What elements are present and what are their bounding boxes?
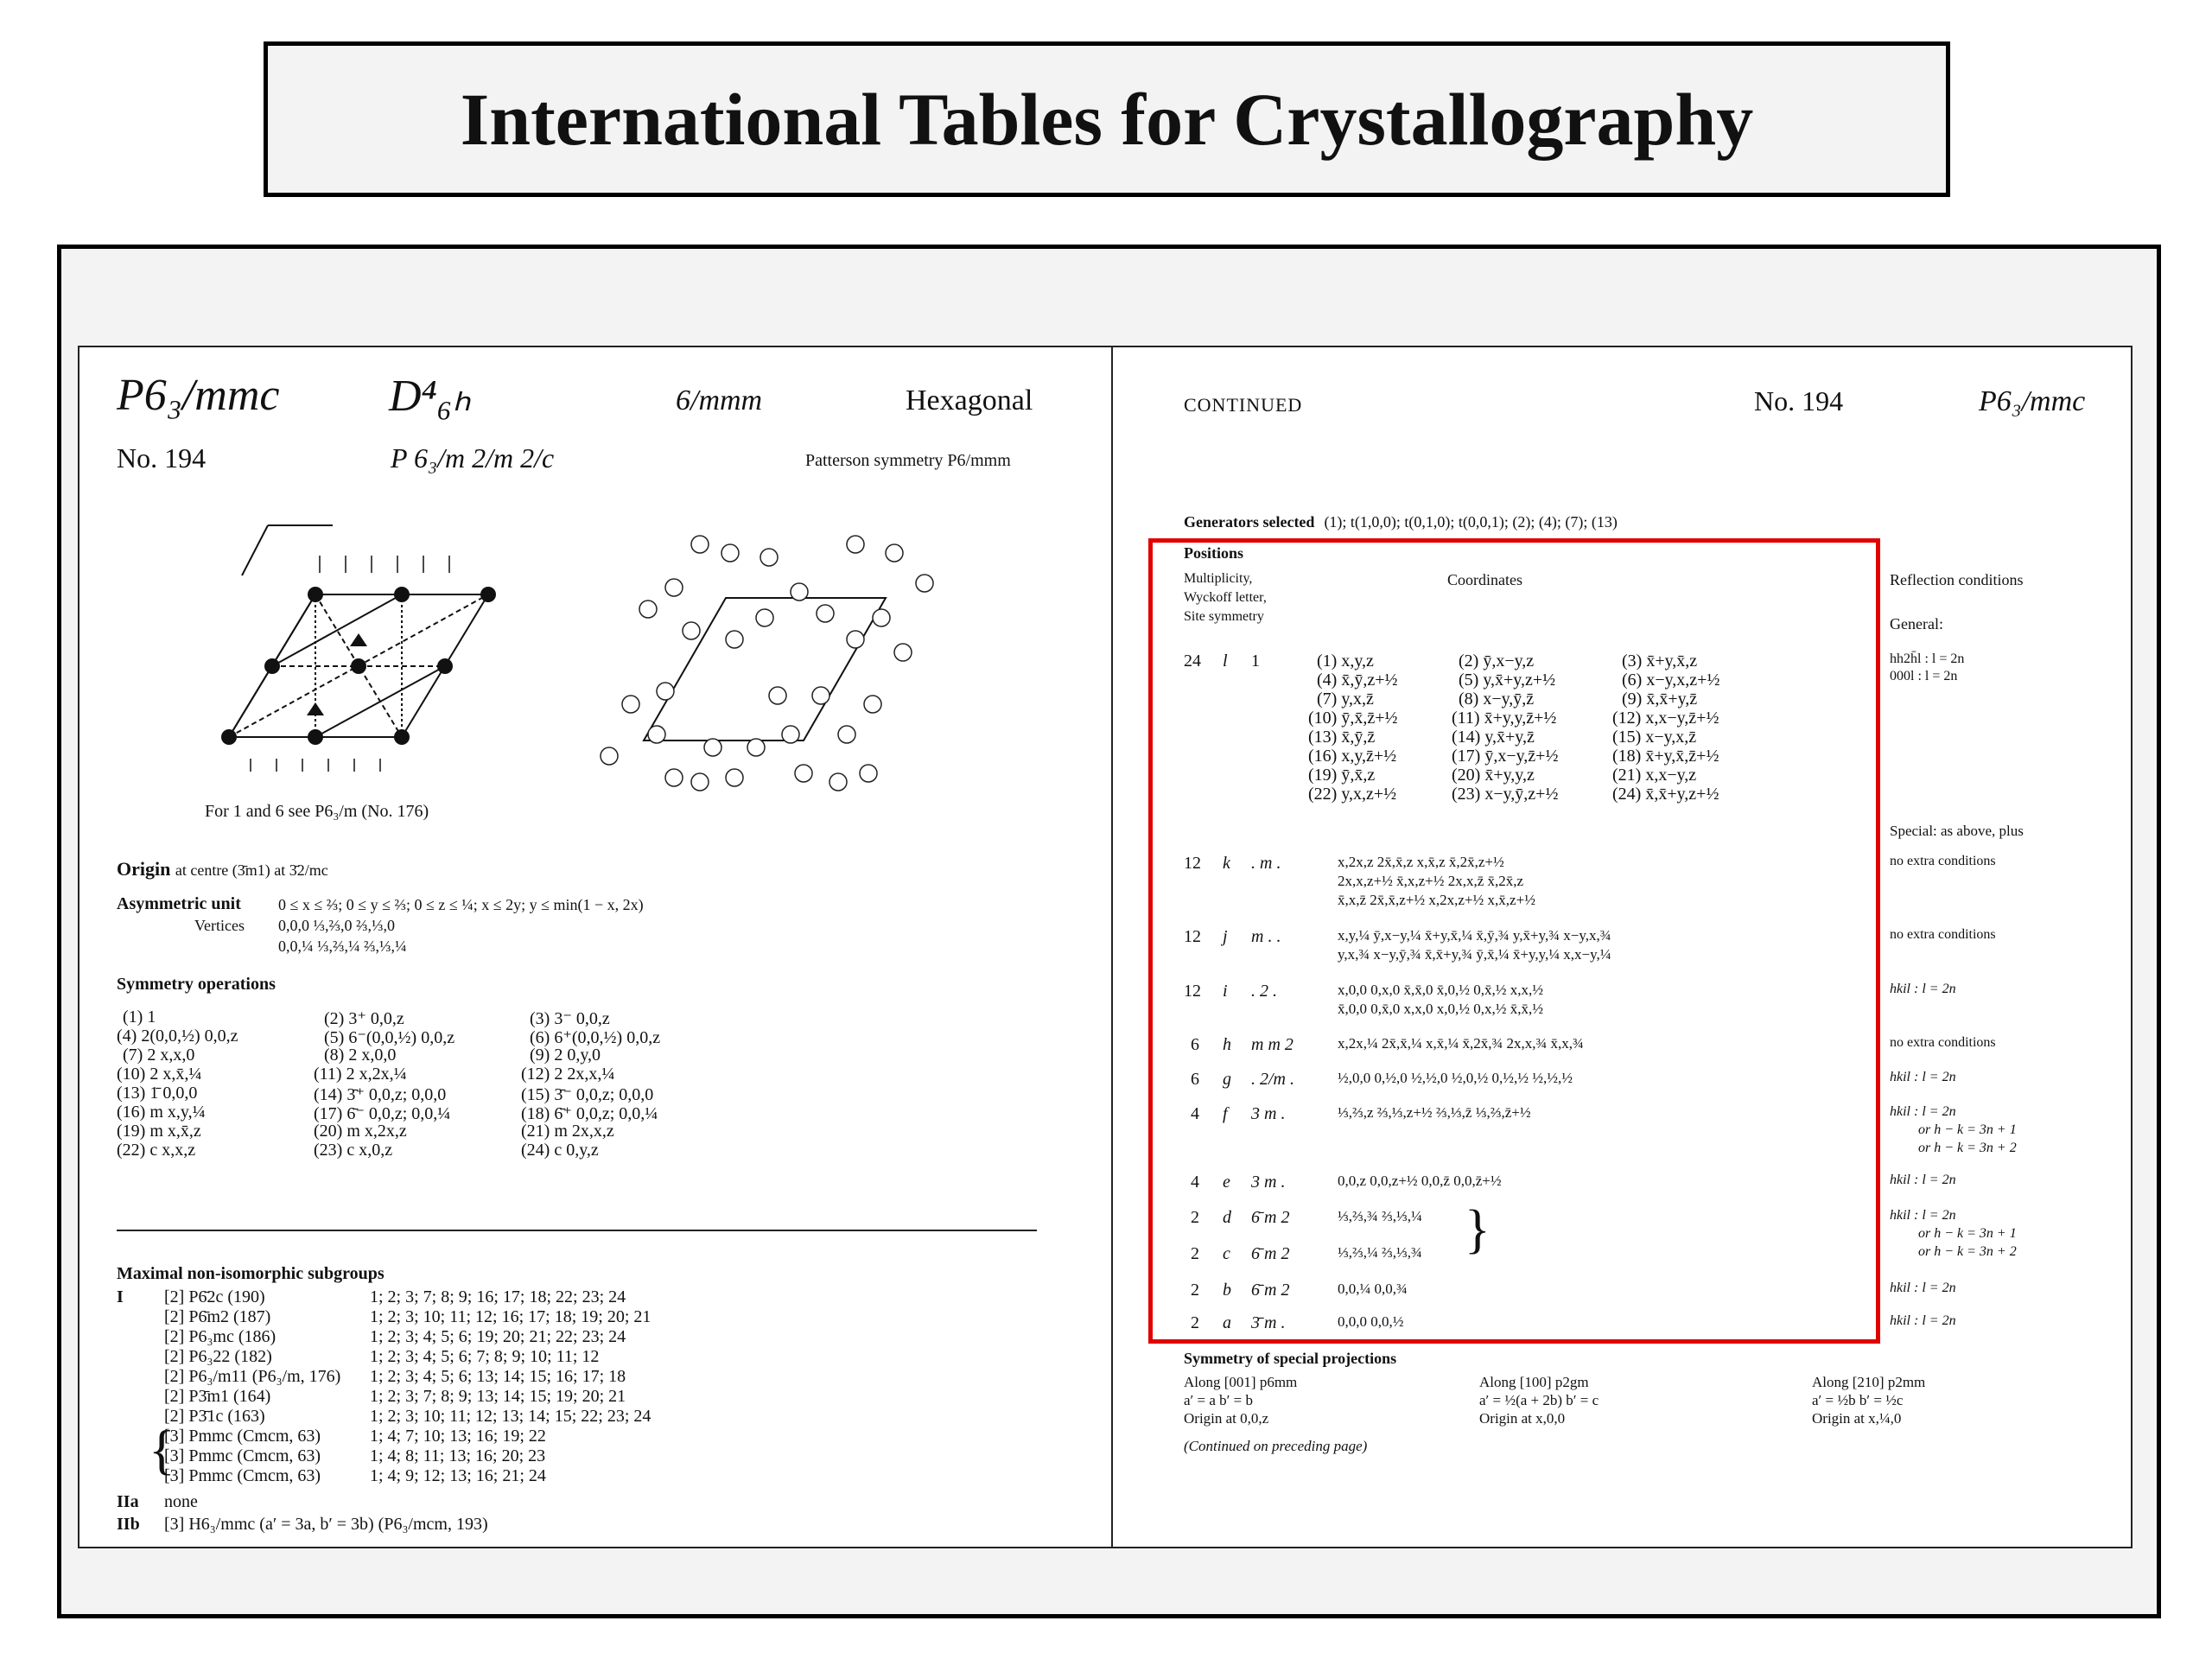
coord: (14) y,x̄+y,z̄ (1452, 728, 1535, 747)
special-coords: 0,0,¼ 0,0,¾ (1338, 1281, 1408, 1297)
special-coords: ⅓,⅔,¼ ⅔,⅓,¾ (1338, 1244, 1422, 1261)
special-mult: 2 (1191, 1244, 1199, 1263)
subgroup-symbol: [3] Pmmc (Cmcm, 63) (164, 1446, 321, 1465)
projection-line: Along [100] p2gm (1479, 1374, 1589, 1390)
crystal-system: Hexagonal (906, 385, 1033, 416)
subgroup-symbol: [2] P6̄2c (190) (164, 1287, 265, 1306)
symop: (13) 1̄ 0,0,0 (117, 1084, 198, 1103)
special-coords: 0,0,0 0,0,½ (1338, 1313, 1404, 1330)
projection-line: Along [210] p2mm (1812, 1374, 1926, 1390)
symop: (21) m 2x,x,z (521, 1122, 614, 1141)
banner (264, 41, 1950, 197)
reflection-header: Reflection conditions (1890, 571, 2024, 588)
special-condition: hkil : l = 2n (1890, 1104, 1956, 1119)
projection-line: Origin at x,0,0 (1479, 1410, 1566, 1427)
symop: (11) 2 x,2x,¼ (314, 1065, 407, 1084)
symop: (14) 3̄⁺ 0,0,z; 0,0,0 (314, 1085, 447, 1104)
special-letter: i (1223, 982, 1228, 1001)
general-site-sym: 1 (1251, 652, 1260, 671)
subgroup-ops: 1; 2; 3; 4; 5; 6; 7; 8; 9; 10; 11; 12 (370, 1347, 600, 1366)
special-mult: 6 (1191, 1035, 1199, 1054)
special-letter: k (1223, 854, 1230, 873)
subgroups-label: Maximal non-isomorphic subgroups (117, 1264, 385, 1283)
general-letter: l (1223, 652, 1228, 671)
symop: (24) c 0,y,z (521, 1141, 599, 1160)
special-coords: x,2x,¼ 2x̄,x̄,¼ x,x̄,¼ x̄,2x̄,¾ 2x,x,¾ x̄,x,¾ (1338, 1035, 1584, 1052)
coord: (2) ȳ,x−y,z (1459, 652, 1535, 671)
general-condition: hh2h̄l : l = 2n (1890, 652, 1965, 666)
coord: (13) x̄,ȳ,z̄ (1308, 728, 1376, 747)
special-label: Special: as above, plus (1890, 823, 2024, 839)
space-group-symbol-right: P6₃/mmc (1979, 385, 2086, 417)
projection-line: Origin at 0,0,z (1184, 1410, 1269, 1427)
symop: (6) 6⁺(0,0,½) 0,0,z (530, 1028, 661, 1047)
iia-text: none (164, 1492, 198, 1511)
special-mult: 6 (1191, 1070, 1199, 1089)
special-coords: 2x,x,z+½ x̄,x,z+½ 2x,x,z̄ x̄,2x̄,z (1338, 873, 1524, 889)
subgroup-ops: 1; 2; 3; 7; 8; 9; 16; 17; 18; 22; 23; 24 (370, 1287, 626, 1306)
special-site-sym: 6̄ m 2 (1251, 1244, 1290, 1263)
point-group: 6/mmm (676, 385, 763, 416)
coordinates-header: Coordinates (1447, 571, 1522, 588)
symop: (22) c x,x,z (117, 1141, 196, 1160)
special-letter: f (1223, 1104, 1228, 1123)
iia-label: IIa (117, 1492, 139, 1511)
coord: (16) x,y,z̄+½ (1308, 747, 1397, 766)
coord: (11) x̄+y,y,z̄+½ (1452, 709, 1557, 728)
group-number-right: No. 194 (1754, 385, 1844, 416)
special-letter: a (1223, 1313, 1231, 1332)
special-site-sym: . 2/m . (1251, 1070, 1294, 1089)
special-coords: 0,0,z 0,0,z+½ 0,0,z̄ 0,0,z̄+½ (1338, 1173, 1502, 1189)
coord: (22) y,x,z+½ (1308, 785, 1397, 804)
symop: (8) 2 x,0,0 (324, 1046, 397, 1065)
origin-label: Origin (117, 858, 171, 880)
symop: (5) 6⁻(0,0,½) 0,0,z (324, 1028, 455, 1047)
generators-label: Generators selected (1184, 513, 1315, 531)
positions-label: Positions (1184, 544, 1244, 562)
site-symmetry-header: Site symmetry (1184, 609, 1264, 624)
projection-line: Along [001] p6mm (1184, 1374, 1298, 1390)
special-site-sym: 6̄ m 2 (1251, 1281, 1290, 1300)
section-rule (117, 1230, 1037, 1231)
special-condition: or h − k = 3n + 1 (1918, 1226, 2017, 1241)
banner-title: International Tables for Crystallography (460, 78, 1754, 161)
group-number: No. 194 (117, 442, 207, 474)
special-site-sym: . 2 . (1251, 982, 1277, 1001)
special-letter: g (1223, 1070, 1231, 1089)
special-mult: 12 (1184, 927, 1201, 946)
full-symbol: P 6₃/m 2/m 2/c (391, 442, 555, 474)
symop: (9) 2 0,y,0 (530, 1046, 601, 1065)
projection-line: a′ = ½b b′ = ½c (1812, 1392, 1904, 1408)
special-mult: 4 (1191, 1104, 1199, 1123)
special-condition: hkil : l = 2n (1890, 1281, 1956, 1295)
subgroup-symbol: [3] Pmmc (Cmcm, 63) (164, 1466, 321, 1485)
subgroup-ops: 1; 2; 3; 7; 8; 9; 13; 14; 15; 19; 20; 21 (370, 1387, 626, 1406)
special-letter: b (1223, 1281, 1231, 1300)
special-coords: x̄,x,z̄ 2x̄,x̄,z+½ x,2x,z+½ x,x̄,z+½ (1338, 892, 1535, 908)
special-site-sym: 3̄ m . (1251, 1313, 1286, 1332)
special-site-sym: m m 2 (1251, 1035, 1294, 1054)
continued-label: CONTINUED (1184, 394, 1303, 416)
vertices-row-2: 0,0,¼ ⅓,⅔,¼ ⅔,⅓,¼ (278, 938, 407, 955)
subgroup-ops: 1; 4; 9; 12; 13; 16; 21; 24 (370, 1466, 546, 1485)
iib-label: IIb (117, 1515, 140, 1534)
symop: (1) 1 (123, 1007, 156, 1027)
special-site-sym: 6̄ m 2 (1251, 1208, 1290, 1227)
coord: (17) ȳ,x−y,z̄+½ (1452, 747, 1559, 766)
projection-line: a′ = ½(a + 2b) b′ = c (1479, 1392, 1599, 1408)
subgroup-ops: 1; 2; 3; 4; 5; 6; 19; 20; 21; 22; 23; 24 (370, 1327, 626, 1346)
special-coords: x,y,¼ ȳ,x−y,¼ x̄+y,x̄,¼ x̄,ȳ,¾ y,x̄+y,¾ x−y,x,¾ (1338, 927, 1611, 944)
subgroup-ops: 1; 4; 7; 10; 13; 16; 19; 22 (370, 1427, 546, 1446)
special-letter: j (1223, 927, 1228, 946)
general-condition: 000l : l = 2n (1890, 669, 1958, 683)
special-letter: d (1223, 1208, 1231, 1227)
symop: (4) 2(0,0,½) 0,0,z (117, 1027, 238, 1046)
projection-line: Origin at x,¼,0 (1812, 1410, 1902, 1427)
symop: (23) c x,0,z (314, 1141, 393, 1160)
special-condition: or h − k = 3n + 2 (1918, 1244, 2017, 1259)
symop: (20) m x,2x,z (314, 1122, 407, 1141)
general-mult: 24 (1184, 652, 1201, 671)
asym-text: 0 ≤ x ≤ ⅔; 0 ≤ y ≤ ⅔; 0 ≤ z ≤ ¼; x ≤ 2y; y ≤ min(1 − x, 2x) (278, 896, 644, 913)
origin-text: at centre (3̄m1) at 3̄2/mc (175, 861, 328, 879)
special-condition: hkil : l = 2n (1890, 1313, 1956, 1328)
symmetry-element-diagram (190, 508, 536, 802)
special-coords: x,2x,z 2x̄,x̄,z x,x̄,z x̄,2x̄,z+½ (1338, 854, 1504, 870)
coord: (24) x̄,x̄+y,z+½ (1612, 785, 1719, 804)
vertices-label: Vertices (194, 917, 245, 934)
page-divider (1111, 346, 1113, 1548)
projections-label: Symmetry of special projections (1184, 1350, 1397, 1367)
generators-line (1184, 510, 1618, 532)
vertices-row-1: 0,0,0 ⅓,⅔,0 ⅔,⅓,0 (278, 917, 395, 934)
coord: (9) x̄,x̄+y,z̄ (1622, 690, 1698, 709)
subgroup-ops: 1; 2; 3; 10; 11; 12; 13; 14; 15; 22; 23; 24 (370, 1407, 652, 1426)
symops-label: Symmetry operations (117, 975, 276, 994)
special-coords: x̄,0,0 0,x̄,0 x,x,0 x,0,½ 0,x,½ x̄,x̄,½ (1338, 1001, 1543, 1017)
special-condition: hkil : l = 2n (1890, 1173, 1956, 1187)
coord: (12) x,x−y,z̄+½ (1612, 709, 1719, 728)
generators-text: (1); t(1,0,0); t(0,1,0); t(0,0,1); (2); (4); (7); (13) (1324, 513, 1618, 531)
subgroup-symbol: [3] Pmmc (Cmcm, 63) (164, 1427, 321, 1446)
special-letter: h (1223, 1035, 1231, 1054)
symop: (16) m x,y,¼ (117, 1103, 206, 1122)
symop: (15) 3̄⁻ 0,0,z; 0,0,0 (521, 1085, 654, 1104)
symop: (19) m x,x̄,z (117, 1122, 201, 1141)
coord: (5) y,x̄+y,z+½ (1459, 671, 1556, 690)
subgroup-symbol: [2] P3̄m1 (164) (164, 1387, 271, 1406)
diagram-note: For 1 and 6 see P6₃/m (No. 176) (205, 802, 429, 821)
symop: (18) 6̄⁺ 0,0,z; 0,0,¼ (521, 1104, 658, 1123)
special-mult: 2 (1191, 1313, 1199, 1332)
coord: (18) x̄+y,x̄,z̄+½ (1612, 747, 1719, 766)
subgroup-ops: 1; 2; 3; 10; 11; 12; 16; 17; 18; 19; 20; 21 (370, 1307, 652, 1326)
symop: (17) 6̄⁻ 0,0,z; 0,0,¼ (314, 1104, 451, 1123)
symop: (7) 2 x,x,0 (123, 1046, 195, 1065)
special-mult: 4 (1191, 1173, 1199, 1192)
special-condition: hkil : l = 2n (1890, 1070, 1956, 1084)
special-site-sym: . m . (1251, 854, 1281, 873)
special-condition: or h − k = 3n + 1 (1918, 1122, 2017, 1137)
coord: (8) x−y,ȳ,z̄ (1459, 690, 1535, 709)
space-group-symbol: P6₃/mmc (117, 371, 280, 420)
special-condition: no extra conditions (1890, 927, 1996, 942)
subgroup-symbol: [2] P6₃/m11 (P6₃/m, 176) (164, 1367, 341, 1386)
symop: (12) 2 2x,x,¼ (521, 1065, 615, 1084)
coord: (20) x̄+y,y,z (1452, 766, 1535, 785)
origin-line (117, 858, 328, 880)
iib-text: [3] H6₃/mmc (a′ = 3a, b′ = 3b) (P6₃/mcm, 193) (164, 1515, 488, 1534)
special-condition: no extra conditions (1890, 1035, 1996, 1050)
special-site-sym: 3 m . (1251, 1104, 1286, 1123)
general-position-diagram (562, 518, 968, 812)
schoenflies-symbol: D⁴₆ₕ (389, 372, 471, 421)
special-coords: y,x,¾ x−y,ȳ,¾ x̄,x̄+y,¾ ȳ,x̄,¼ x̄+y,y,¼ x,x−y,¼ (1338, 946, 1611, 963)
subgroup-tag: I (117, 1287, 124, 1306)
coord: (19) ȳ,x̄,z (1308, 766, 1376, 785)
symop: (2) 3⁺ 0,0,z (324, 1009, 404, 1028)
subgroup-symbol: [2] P6̄m2 (187) (164, 1307, 271, 1326)
special-coords: ⅓,⅔,z ⅔,⅓,z+½ ⅔,⅓,z̄ ⅓,⅔,z̄+½ (1338, 1104, 1531, 1121)
special-mult: 2 (1191, 1208, 1199, 1227)
subgroup-ops: 1; 4; 8; 11; 13; 16; 20; 23 (370, 1446, 546, 1465)
coord: (6) x−y,x,z+½ (1622, 671, 1720, 690)
special-site-sym: 3 m . (1251, 1173, 1286, 1192)
special-condition: no extra conditions (1890, 854, 1996, 868)
asym-label: Asymmetric unit (117, 894, 241, 913)
special-coords: ⅓,⅔,¾ ⅔,⅓,¼ (1338, 1208, 1422, 1224)
position-brace: } (1465, 1200, 1491, 1259)
special-condition: or h − k = 3n + 2 (1918, 1141, 2017, 1155)
special-coords: ½,0,0 0,½,0 ½,½,0 ½,0,½ 0,½,½ ½,½,½ (1338, 1070, 1573, 1086)
subgroup-symbol: [2] P6₃mc (186) (164, 1327, 276, 1346)
projection-line: a′ = a b′ = b (1184, 1392, 1253, 1408)
wyckoff-header: Wyckoff letter, (1184, 590, 1267, 605)
coord: (4) x̄,ȳ,z+½ (1317, 671, 1398, 690)
general-label: General: (1890, 615, 1943, 632)
special-letter: c (1223, 1244, 1230, 1263)
special-coords: x,0,0 0,x,0 x̄,x̄,0 x̄,0,½ 0,x̄,½ x,x,½ (1338, 982, 1543, 998)
patterson-symmetry: Patterson symmetry P6/mmm (805, 451, 1011, 470)
subgroup-symbol: [2] P6₃22 (182) (164, 1347, 272, 1366)
subgroup-ops: 1; 2; 3; 4; 5; 6; 13; 14; 15; 16; 17; 18 (370, 1367, 626, 1386)
coord: (1) x,y,z (1317, 652, 1374, 671)
coord: (10) ȳ,x̄,z̄+½ (1308, 709, 1398, 728)
coord: (3) x̄+y,x̄,z (1622, 652, 1698, 671)
special-mult: 12 (1184, 982, 1201, 1001)
special-mult: 12 (1184, 854, 1201, 873)
coord: (7) y,x,z̄ (1317, 690, 1374, 709)
coord: (21) x,x−y,z (1612, 766, 1697, 785)
special-mult: 2 (1191, 1281, 1199, 1300)
special-condition: hkil : l = 2n (1890, 982, 1956, 996)
coord: (23) x−y,ȳ,z+½ (1452, 785, 1559, 804)
continued-note: (Continued on preceding page) (1184, 1438, 1368, 1454)
mult-header: Multiplicity, (1184, 571, 1253, 586)
subgroup-symbol: [2] P3̄1c (163) (164, 1407, 265, 1426)
subgroup-brace: { (149, 1419, 175, 1480)
symop: (3) 3⁻ 0,0,z (530, 1009, 610, 1028)
symop: (10) 2 x,x̄,¼ (117, 1065, 202, 1084)
special-letter: e (1223, 1173, 1230, 1192)
special-site-sym: m . . (1251, 927, 1281, 946)
coord: (15) x−y,x,z̄ (1612, 728, 1697, 747)
special-condition: hkil : l = 2n (1890, 1208, 1956, 1223)
